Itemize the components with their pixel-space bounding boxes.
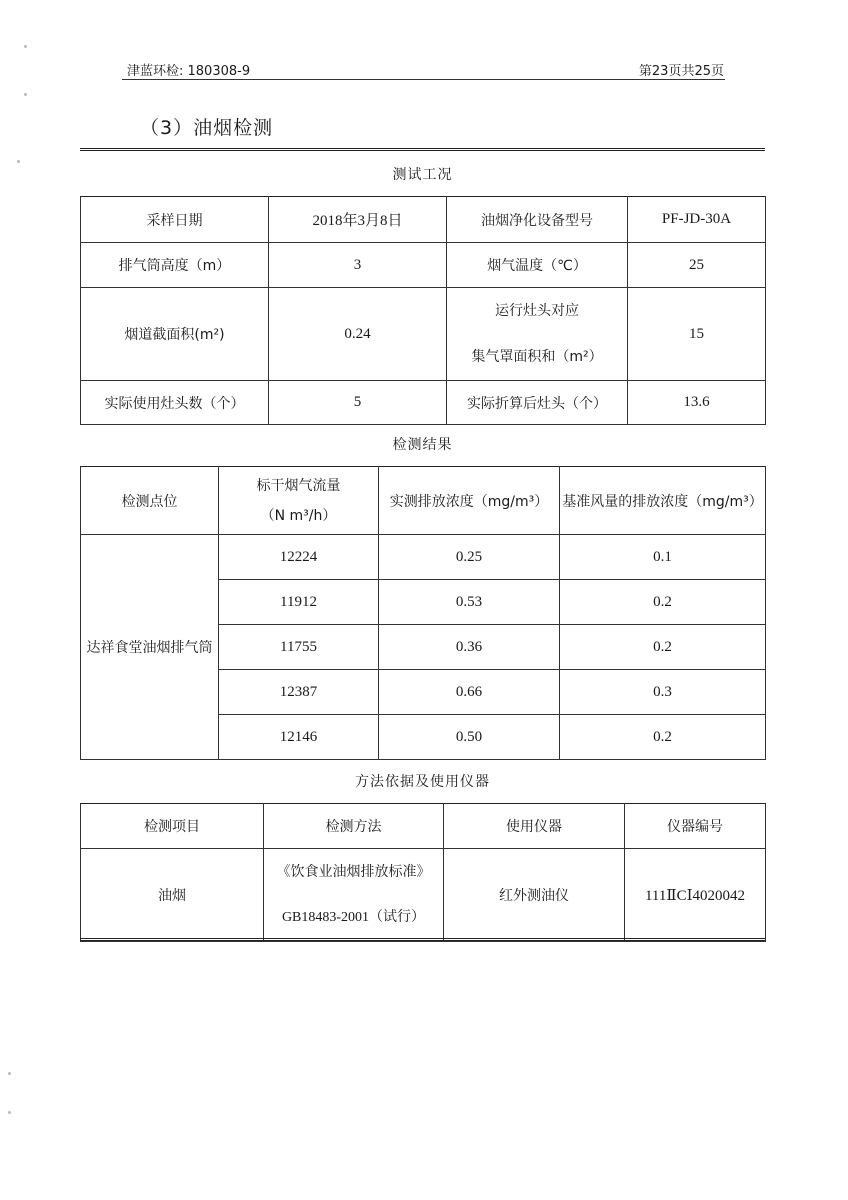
burners-used-label: 实际使用灶头数（个） bbox=[81, 381, 269, 425]
flow-value: 11912 bbox=[219, 580, 379, 625]
flow-value: 12146 bbox=[219, 715, 379, 760]
scan-speck bbox=[24, 93, 27, 96]
section-title: （3）油烟检测 bbox=[140, 117, 274, 139]
conditions-row bbox=[81, 288, 766, 381]
results-header-row bbox=[81, 467, 766, 535]
sampling-date-label: 采样日期 bbox=[81, 197, 269, 243]
measured-value: 0.66 bbox=[379, 670, 560, 715]
conditions-row bbox=[81, 243, 766, 288]
instrument-header: 使用仪器 bbox=[444, 804, 625, 849]
method-value bbox=[264, 849, 444, 942]
measured-value: 0.25 bbox=[379, 535, 560, 580]
measured-value: 0.53 bbox=[379, 580, 560, 625]
point-name: 达祥食堂油烟排气筒 bbox=[81, 535, 219, 760]
measured-value: 0.36 bbox=[379, 625, 560, 670]
table-row bbox=[81, 849, 766, 942]
scan-speck bbox=[24, 45, 27, 48]
measured-value: 0.50 bbox=[379, 715, 560, 760]
instrument-value: 红外测油仪 bbox=[444, 849, 625, 942]
scan-speck bbox=[8, 1072, 11, 1075]
stack-height-value: 3 bbox=[269, 243, 447, 288]
burners-used-value: 5 bbox=[269, 381, 447, 425]
conditions-row bbox=[81, 381, 766, 425]
standard-value: 0.2 bbox=[560, 625, 766, 670]
scan-speck bbox=[17, 160, 20, 163]
flow-header bbox=[219, 467, 379, 535]
flow-value: 12387 bbox=[219, 670, 379, 715]
flow-header-line2: （N m³/h） bbox=[260, 507, 337, 524]
results-band-title: 检测结果 bbox=[392, 437, 453, 453]
flow-header-line1: 标干烟气流量 bbox=[256, 477, 341, 494]
standard-value: 0.1 bbox=[560, 535, 766, 580]
hood-area-value: 15 bbox=[628, 288, 766, 381]
results-table bbox=[80, 466, 766, 760]
item-header: 检测项目 bbox=[81, 804, 264, 849]
standard-value: 0.2 bbox=[560, 715, 766, 760]
page-info: 第23页共25页 bbox=[638, 64, 724, 79]
standard-value: 0.3 bbox=[560, 670, 766, 715]
hood-area-label-line1: 运行灶头对应 bbox=[495, 303, 579, 319]
standard-header: 基准风量的排放浓度（mg/m³） bbox=[560, 467, 766, 535]
sampling-date-value: 2018年3月8日 bbox=[269, 197, 447, 243]
instrument-no-value: 111ⅡCⅠ4020042 bbox=[625, 849, 766, 942]
measured-header: 实测排放浓度（mg/m³） bbox=[379, 467, 560, 535]
standard-value: 0.2 bbox=[560, 580, 766, 625]
bottom-double-rule bbox=[80, 938, 765, 944]
methods-band-title: 方法依据及使用仪器 bbox=[355, 774, 490, 790]
duct-area-value: 0.24 bbox=[269, 288, 447, 381]
conditions-band bbox=[80, 152, 765, 196]
header-rule bbox=[122, 79, 725, 80]
hood-area-label bbox=[447, 288, 628, 381]
duct-area-label: 烟道截面积(m²) bbox=[81, 288, 269, 381]
flow-value: 11755 bbox=[219, 625, 379, 670]
conditions-row bbox=[81, 197, 766, 243]
converted-burners-value: 13.6 bbox=[628, 381, 766, 425]
conditions-band-title: 测试工况 bbox=[392, 167, 453, 183]
method-line1: 《饮食业油烟排放标准》 bbox=[276, 864, 431, 880]
purifier-model-label: 油烟净化设备型号 bbox=[447, 197, 628, 243]
conditions-table bbox=[80, 196, 766, 425]
flow-value: 12224 bbox=[219, 535, 379, 580]
item-value: 油烟 bbox=[81, 849, 264, 942]
flue-temperature-label: 烟气温度（℃） bbox=[447, 243, 628, 288]
methods-header-row bbox=[81, 804, 766, 849]
scan-speck bbox=[8, 1111, 11, 1114]
results-band bbox=[80, 422, 765, 466]
table-row bbox=[81, 535, 766, 580]
converted-burners-label: 实际折算后灶头（个） bbox=[447, 381, 628, 425]
purifier-model-value: PF-JD-30A bbox=[628, 197, 766, 243]
instrument-no-header: 仪器编号 bbox=[625, 804, 766, 849]
stack-height-label: 排气筒高度（m） bbox=[81, 243, 269, 288]
method-header: 检测方法 bbox=[264, 804, 444, 849]
method-line2: GB18483-2001（试行） bbox=[281, 910, 426, 925]
report-number: 津蓝环检: 180308-9 bbox=[127, 64, 251, 79]
methods-band bbox=[80, 759, 765, 803]
hood-area-label-line2: 集气罩面积和（m²） bbox=[471, 349, 603, 365]
flue-temperature-value: 25 bbox=[628, 243, 766, 288]
methods-table bbox=[80, 803, 766, 942]
point-header: 检测点位 bbox=[81, 467, 219, 535]
